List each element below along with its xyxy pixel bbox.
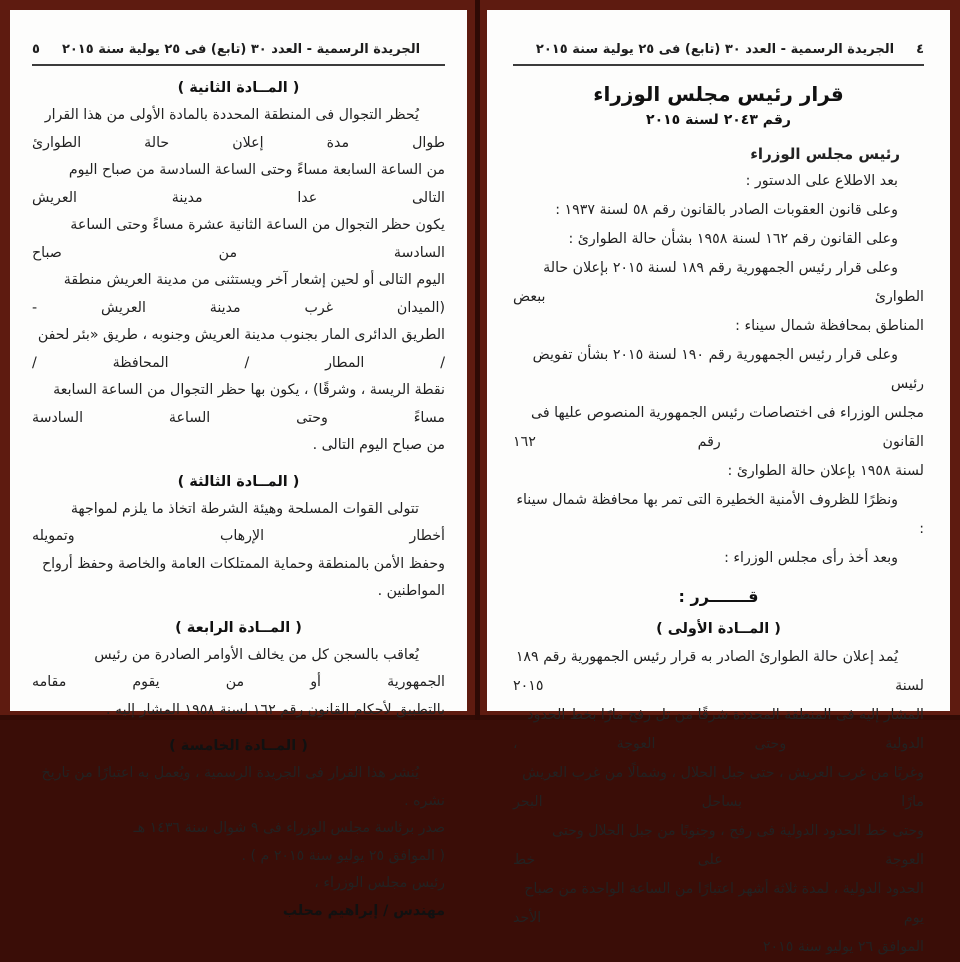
article4-line: بالتطبيق لأحكام القانون رقم ١٦٢ لسنة ١٩٥٨ المشار إليه . (105, 701, 445, 718)
preamble-line: ونظرًا للظروف الأمنية الخطيرة التى تمر بها محافظة شمال سيناء : (516, 492, 924, 537)
signature-title: رئيس مجلس الوزراء ، (314, 875, 445, 891)
preamble-line: بعد الاطلاع على الدستور : (745, 173, 898, 189)
right-page-number: ٤ (916, 42, 924, 57)
preamble-line: وعلى قرار رئيس الجمهورية رقم ١٨٩ لسنة ٢٠١٥ بإعلان حالة الطوارئ ببعض (513, 260, 924, 305)
article2-heading: ( المــادة الثانية ) (177, 80, 300, 96)
page-gutter-divider (475, 0, 480, 720)
article1-line: يُمد إعلان حالة الطوارئ الصادر به قرار رئيس الجمهورية رقم ١٨٩ لسنة ٢٠١٥ (513, 649, 924, 694)
article3-line: تتولى القوات المسلحة وهيئة الشرطة اتخاذ ما يلزم لمواجهة أخطار الإرهاب وتمويله (32, 500, 445, 544)
right-page-header (513, 42, 924, 57)
preamble-line: لسنة ١٩٥٨ بإعلان حالة الطوارئ : (727, 463, 924, 479)
gazette-page-right (487, 10, 950, 955)
preamble-line: مجلس الوزراء فى اختصاصات رئيس الجمهورية المنصوص عليها فى القانون رقم ١٦٢ (513, 405, 924, 450)
left-page-number: ٥ (32, 42, 40, 57)
issued-date-hijri: صدر برئاسة مجلس الوزراء فى ٩ شوال سنة ١٤٣٦ هـ (133, 820, 445, 836)
decree-word: قـــــــرر : (678, 587, 759, 606)
article1-line: وحتى خط الحدود الدولية فى رفح ، وجنوبًا من جبل الحلال وحتى العوجة على خط (513, 823, 924, 868)
right-header-text: الجريدة الرسمية - العدد ٣٠ (تابع) فى ٢٥ يولية سنة ٢٠١٥ (535, 42, 895, 57)
article1-heading: ( المــادة الأولى ) (656, 621, 781, 637)
article5-line: يُنشر هذا القرار فى الجريدة الرسمية ، ويُعمل به اعتبارًا من تاريخ نشره . (41, 765, 445, 809)
article2-line: يكون حظر التجوال من الساعة الثانية عشرة مساءً وحتى الساعة السادسة من صباح (32, 217, 445, 261)
article4-heading: ( المــادة الرابعة ) (175, 619, 302, 636)
article1-line: الحدود الدولية ، لمدة ثلاثة أشهر اعتبارًا من الساعة الواحدة من صباح يوم الأحد (513, 881, 924, 926)
preamble-line: وعلى القانون رقم ١٦٢ لسنة ١٩٥٨ بشأن حالة الطوارئ : (568, 231, 898, 247)
article1-line: وغربًا من غرب العريش ، حتى جبل الحلال ، وشمالًا من غرب العريش مارًا بساحل البحر (513, 765, 924, 810)
gazette-page-left (10, 10, 467, 919)
article3-line: وحفظ الأمن بالمنطقة وحماية الممتلكات العامة والخاصة وحفظ أرواح المواطنين . (41, 555, 445, 599)
article1-line: الموافق ٢٦ يوليو سنة ٢٠١٥ (762, 939, 924, 955)
article2-line: من الساعة السابعة مساءً وحتى الساعة السادسة من صباح اليوم التالى عدا مدينة العريش (32, 162, 445, 206)
right-header-rule (513, 64, 924, 66)
preamble-line: وبعد أخذ رأى مجلس الوزراء : (724, 550, 898, 566)
preamble-line: وعلى قانون العقوبات الصادر بالقانون رقم ٥٨ لسنة ١٩٣٧ : (555, 202, 898, 218)
issued-date-gregorian: ( الموافق ٢٥ يوليو سنة ٢٠١٥ م ) . (241, 847, 445, 864)
issuer-heading: رئيس مجلس الوزراء (750, 145, 900, 163)
article2-line: يُحظر التجوال فى المنطقة المحددة بالمادة الأولى من هذا القرار طوال مدة إعلان حالة الطوارئ (32, 107, 445, 151)
decree-title: قرار رئيس مجلس الوزراء (593, 82, 844, 106)
left-page-header (32, 42, 445, 57)
decree-number: رقم ٢٠٤٣ لسنة ٢٠١٥ (646, 112, 791, 128)
left-header-rule (32, 64, 445, 66)
article3-heading: ( المــادة الثالثة ) (177, 473, 300, 490)
article2-line: من صباح اليوم التالى . (312, 437, 445, 453)
article1-line: المشار إليه فى المنطقة المحددة شرقًا من تل رفح مارًا بخط الحدود الدولية وحتى العوجة ، (513, 707, 924, 752)
signature-name: مهندس / إبراهيم محلب (282, 902, 445, 919)
article2-line: الطريق الدائرى المار بجنوب مدينة العريش وجنوبه ، طريق «بئر لحفن / المطار / المحافظة / (32, 327, 445, 371)
article2-line: نقطة الريسة ، وشرقًا) ، يكون بها حظر التجوال من الساعة السابعة مساءً وحتى الساعة السادسة (32, 382, 445, 426)
article4-line: يُعاقب بالسجن كل من يخالف الأوامر الصادرة من رئيس الجمهورية أو من يقوم مقامه (32, 646, 445, 690)
article5-heading: ( المــادة الخامسة ) (169, 738, 308, 754)
preamble-line: المناطق بمحافظة شمال سيناء : (735, 318, 924, 334)
article2-line: اليوم التالى أو لحين إشعار آخر ويستثنى من مدينة العريش منطقة (الميدان غرب مدينة العريش - (32, 272, 445, 316)
preamble-line: وعلى قرار رئيس الجمهورية رقم ١٩٠ لسنة ٢٠١٥ بشأن تفويض رئيس (532, 347, 924, 392)
left-header-text: الجريدة الرسمية - العدد ٣٠ (تابع) فى ٢٥ يولية سنة ٢٠١٥ (61, 42, 421, 57)
